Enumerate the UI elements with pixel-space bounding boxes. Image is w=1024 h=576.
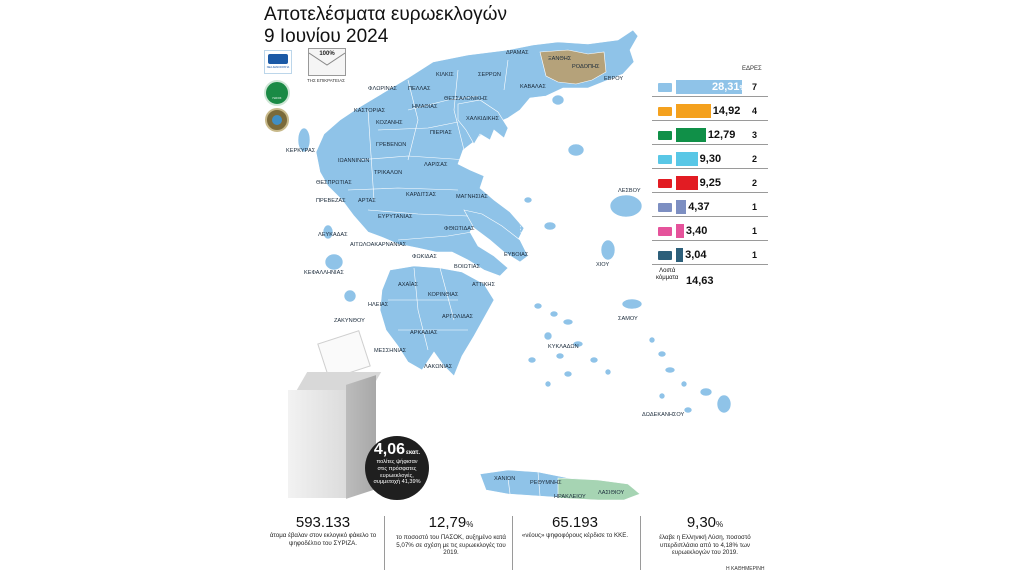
rest-parties-value: 14,63 — [686, 275, 714, 287]
stats-separator — [512, 516, 513, 570]
row-divider — [652, 192, 768, 193]
label-thesprotias: ΘΕΣΠΡΩΤΙΑΣ — [316, 180, 352, 186]
skyros-island — [544, 222, 556, 230]
label-trikalon: ΤΡΙΚΑΛΩΝ — [374, 170, 403, 176]
result-row — [652, 150, 762, 168]
page-subtitle: 9 Ιουνίου 2024 — [264, 26, 389, 47]
result-percent — [700, 153, 721, 165]
dodecanese-group — [649, 337, 731, 413]
result-percent — [708, 129, 736, 141]
result-bar — [676, 128, 706, 142]
result-percent — [685, 249, 706, 261]
envelope-caption: ΤΗΣ ΕΠΙΚΡΑΤΕΙΑΣ — [307, 78, 345, 83]
stats-separator — [384, 516, 385, 570]
limnos-island — [568, 144, 584, 156]
label-kefallinias: ΚΕΦΑΛΛΗΝΙΑΣ — [304, 270, 344, 276]
label-aitoloakarnanias: ΑΙΤΩΛΟΑΚΑΡΝΑΝΙΑΣ — [350, 242, 407, 248]
result-row — [652, 222, 762, 240]
lesvos-island — [610, 195, 642, 217]
label-karditsas: ΚΑΡΔΙΤΣΑΣ — [406, 192, 437, 198]
label-grevenon: ΓΡΕΒΕΝΩΝ — [376, 142, 407, 148]
row-divider — [652, 168, 768, 169]
label-fokidas: ΦΩΚΙΔΑΣ — [412, 254, 437, 260]
stat-number-value: 65.193 — [552, 514, 598, 531]
syriza-logo-icon — [658, 107, 672, 116]
kke-logo-icon — [658, 179, 672, 188]
result-bar — [676, 248, 683, 262]
result-row — [652, 246, 762, 264]
row-divider — [652, 240, 768, 241]
label-attikis: ΑΤΤΙΚΗΣ — [472, 282, 495, 288]
label-lesvou: ΛΕΣΒΟΥ — [618, 188, 641, 194]
elliniki-aristera-logo-icon — [658, 251, 672, 260]
result-percent-value: 12,79 — [707, 129, 736, 141]
label-evrou: ΕΒΡΟΥ — [604, 76, 624, 82]
label-ioanninon: ΙΩΑΝΝΙΝΩΝ — [338, 158, 370, 164]
label-argolidas: ΑΡΓΟΛΙΔΑΣ — [442, 314, 474, 320]
label-evvoias: ΕΥΒΟΙΑΣ — [504, 252, 529, 258]
elliniki-lysi-logo-icon — [658, 155, 672, 164]
label-serron: ΣΕΡΡΩΝ — [478, 72, 501, 78]
seats-header: ΕΔΡΕΣ — [742, 66, 762, 72]
result-row — [652, 198, 762, 216]
label-kavalas: ΚΑΒΑΛΑΣ — [520, 84, 546, 90]
result-seats: 1 — [752, 202, 758, 212]
label-dodekanisou: ΔΩΔΕΚΑΝΗΣΟΥ — [642, 412, 685, 418]
label-chalkidikis: ΧΑΛΚΙΔΙΚΗΣ — [466, 116, 500, 122]
label-lefkadas: ΛΕΥΚΑΔΑΣ — [318, 232, 348, 238]
label-xanthis: ΞΑΝΘΗΣ — [548, 56, 572, 62]
result-bar — [676, 224, 684, 238]
label-irakleiou: ΗΡΑΚΛΕΙΟΥ — [554, 494, 586, 500]
turnout-unit: εκατ. — [406, 450, 421, 456]
skiathos-island — [524, 197, 532, 203]
label-arkadias: ΑΡΚΑΔΙΑΣ — [410, 330, 438, 336]
result-bar — [676, 176, 698, 190]
result-bar — [676, 152, 698, 166]
label-kerkyras: ΚΕΡΚΥΡΑΣ — [286, 148, 316, 154]
label-samou: ΣΑΜΟΥ — [618, 316, 638, 322]
row-divider — [652, 120, 768, 121]
stat-text: «νέους» ψηφοφόρους κέρδισε το ΚΚΕ. — [521, 532, 629, 539]
label-kykladon: ΚΥΚΛΑΔΩΝ — [548, 344, 579, 350]
label-rodopis: ΡΟΔΟΠΗΣ — [572, 64, 600, 70]
result-row — [652, 174, 762, 192]
stat-number-value: 9,30 — [686, 514, 717, 531]
label-zakynthou: ΖΑΚΥΝΘΟΥ — [334, 318, 365, 324]
result-seats: 1 — [752, 250, 758, 260]
label-pierias: ΠΙΕΡΙΑΣ — [430, 130, 452, 136]
turnout-bubble — [365, 436, 429, 500]
row-divider — [652, 96, 768, 97]
zakynthos-island — [344, 290, 356, 302]
result-row — [652, 78, 762, 96]
label-ileias: ΗΛΕΙΑΣ — [368, 302, 389, 308]
result-percent — [700, 177, 721, 189]
chios-island — [601, 240, 615, 260]
result-seats: 2 — [752, 154, 758, 164]
result-seats: 1 — [752, 226, 758, 236]
stat-block — [396, 514, 506, 557]
result-seats: 7 — [752, 82, 758, 92]
result-seats: 2 — [752, 178, 758, 188]
samos-island — [622, 299, 642, 309]
row-divider — [652, 144, 768, 145]
label-dramas: ΔΡΑΜΑΣ — [506, 50, 529, 56]
label-achaias: ΑΧΑΪΑΣ — [398, 282, 418, 288]
result-percent — [713, 105, 741, 117]
result-percent-value: 14,92 — [712, 105, 741, 117]
pasok-logo-icon: ΠΑΣΟΚ — [264, 80, 290, 106]
infographic — [258, 0, 768, 576]
label-florinas: ΦΛΩΡΙΝΑΣ — [368, 86, 397, 92]
label-chiou: ΧΙΟΥ — [596, 262, 610, 268]
stat-number — [268, 514, 378, 532]
label-rethymnis: ΡΕΘΥΜΝΗΣ — [530, 480, 562, 486]
result-row — [652, 102, 762, 120]
result-percent-value: 28,31 — [712, 81, 740, 93]
stat-text: το ποσοστό του ΠΑΣΟΚ, αυξημένο κατά 5,07% σε σχέση με τις ευρωεκλογές του 2019. — [396, 534, 506, 556]
label-kilkis: ΚΙΛΚΙΣ — [436, 72, 454, 78]
label-thessalonikis: ΘΕΣΣΑΛΟΝΙΚΗΣ — [444, 96, 488, 102]
label-fthiotidas: ΦΘΙΩΤΙΔΑΣ — [444, 226, 475, 232]
pasok-logo-icon — [658, 131, 672, 140]
result-seats: 4 — [752, 106, 758, 116]
stat-number-value: 593.133 — [295, 514, 351, 531]
result-row — [652, 126, 762, 144]
stat-text: έλαβε η Ελληνική Λύση, ποσοστό υπερδιπλάσιο από το 4,18% των ευρωεκλογών του 2019. — [659, 534, 751, 556]
result-percent — [686, 225, 707, 237]
label-kozanis: ΚΟΖΑΝΗΣ — [376, 120, 403, 126]
result-percent-value: 9,25 — [699, 177, 721, 189]
stat-block — [268, 514, 378, 547]
label-lakonias: ΛΑΚΩΝΙΑΣ — [424, 364, 453, 370]
rest-parties-label: Λοιπά κόμματα — [656, 268, 679, 281]
label-artas: ΑΡΤΑΣ — [358, 198, 376, 204]
row-divider — [652, 264, 768, 265]
stat-number — [520, 514, 630, 532]
stat-number — [396, 514, 506, 534]
result-bar — [676, 104, 711, 118]
label-chanion: ΧΑΝΙΩΝ — [494, 476, 516, 482]
label-kastorias: ΚΑΣΤΟΡΙΑΣ — [354, 108, 386, 114]
turnout-text: πολίτες ψήφισαν στις πρόσφατες ευρωεκλογές, συμμετοχή 41,39% — [373, 459, 421, 486]
result-percent-value: 9,30 — [699, 153, 722, 165]
label-larisas: ΛΑΡΙΣΑΣ — [424, 162, 448, 168]
result-bar — [676, 200, 686, 214]
plefsi-logo-icon — [658, 227, 672, 236]
niki-logo-icon — [658, 203, 672, 212]
turnout-number: 4,06 — [373, 441, 406, 458]
result-percent-value: 3,40 — [685, 225, 708, 237]
thasos-island — [552, 95, 564, 105]
page-title: Αποτελέσματα ευρωεκλογών — [264, 4, 508, 25]
result-percent — [712, 81, 746, 93]
result-percent-value: 4,37 — [688, 201, 710, 213]
label-magnisias: ΜΑΓΝΗΣΙΑΣ — [456, 194, 488, 200]
label-evrytanias: ΕΥΡΥΤΑΝΙΑΣ — [378, 214, 413, 220]
nd-logo-icon: ΝΕΑ ΔΗΜΟΚΡΑΤΙΑ — [264, 50, 292, 74]
stat-block — [650, 514, 760, 557]
envelope-icon: 100% — [308, 48, 346, 76]
label-korinthias: ΚΟΡΙΝΘΙΑΣ — [428, 292, 459, 298]
stat-block — [520, 514, 630, 540]
stat-number-value: 12,79 — [428, 514, 467, 531]
result-percent-value: 3,04 — [685, 249, 707, 261]
kefalonia-island — [325, 254, 343, 270]
stat-number-suffix: % — [716, 520, 724, 529]
label-imathias: ΗΜΑΘΙΑΣ — [412, 104, 438, 110]
row-divider — [652, 216, 768, 217]
label-messinias: ΜΕΣΣΗΝΙΑΣ — [374, 348, 407, 354]
stats-separator — [640, 516, 641, 570]
result-percent-suffix: % — [739, 85, 746, 92]
stat-number-suffix: % — [466, 520, 474, 529]
label-lasithiou: ΛΑΣΙΘΙΟΥ — [598, 490, 625, 496]
stat-text: άτομα έβαλαν στον εκλογικό φάκελο το ψηφοδέλτιο του ΣΥΡΙΖΑ. — [269, 532, 377, 547]
result-seats: 3 — [752, 130, 758, 140]
label-pellas: ΠΕΛΛΑΣ — [408, 86, 431, 92]
label-prevezas: ΠΡΕΒΕΖΑΣ — [316, 198, 346, 204]
result-percent — [688, 201, 709, 213]
nd-logo-icon — [658, 83, 672, 92]
credit: Η ΚΑΘΗΜΕΡΙΝΗ — [726, 566, 765, 572]
stat-number — [650, 514, 760, 534]
label-voiotias: ΒΟΙΩΤΙΑΣ — [454, 264, 480, 270]
